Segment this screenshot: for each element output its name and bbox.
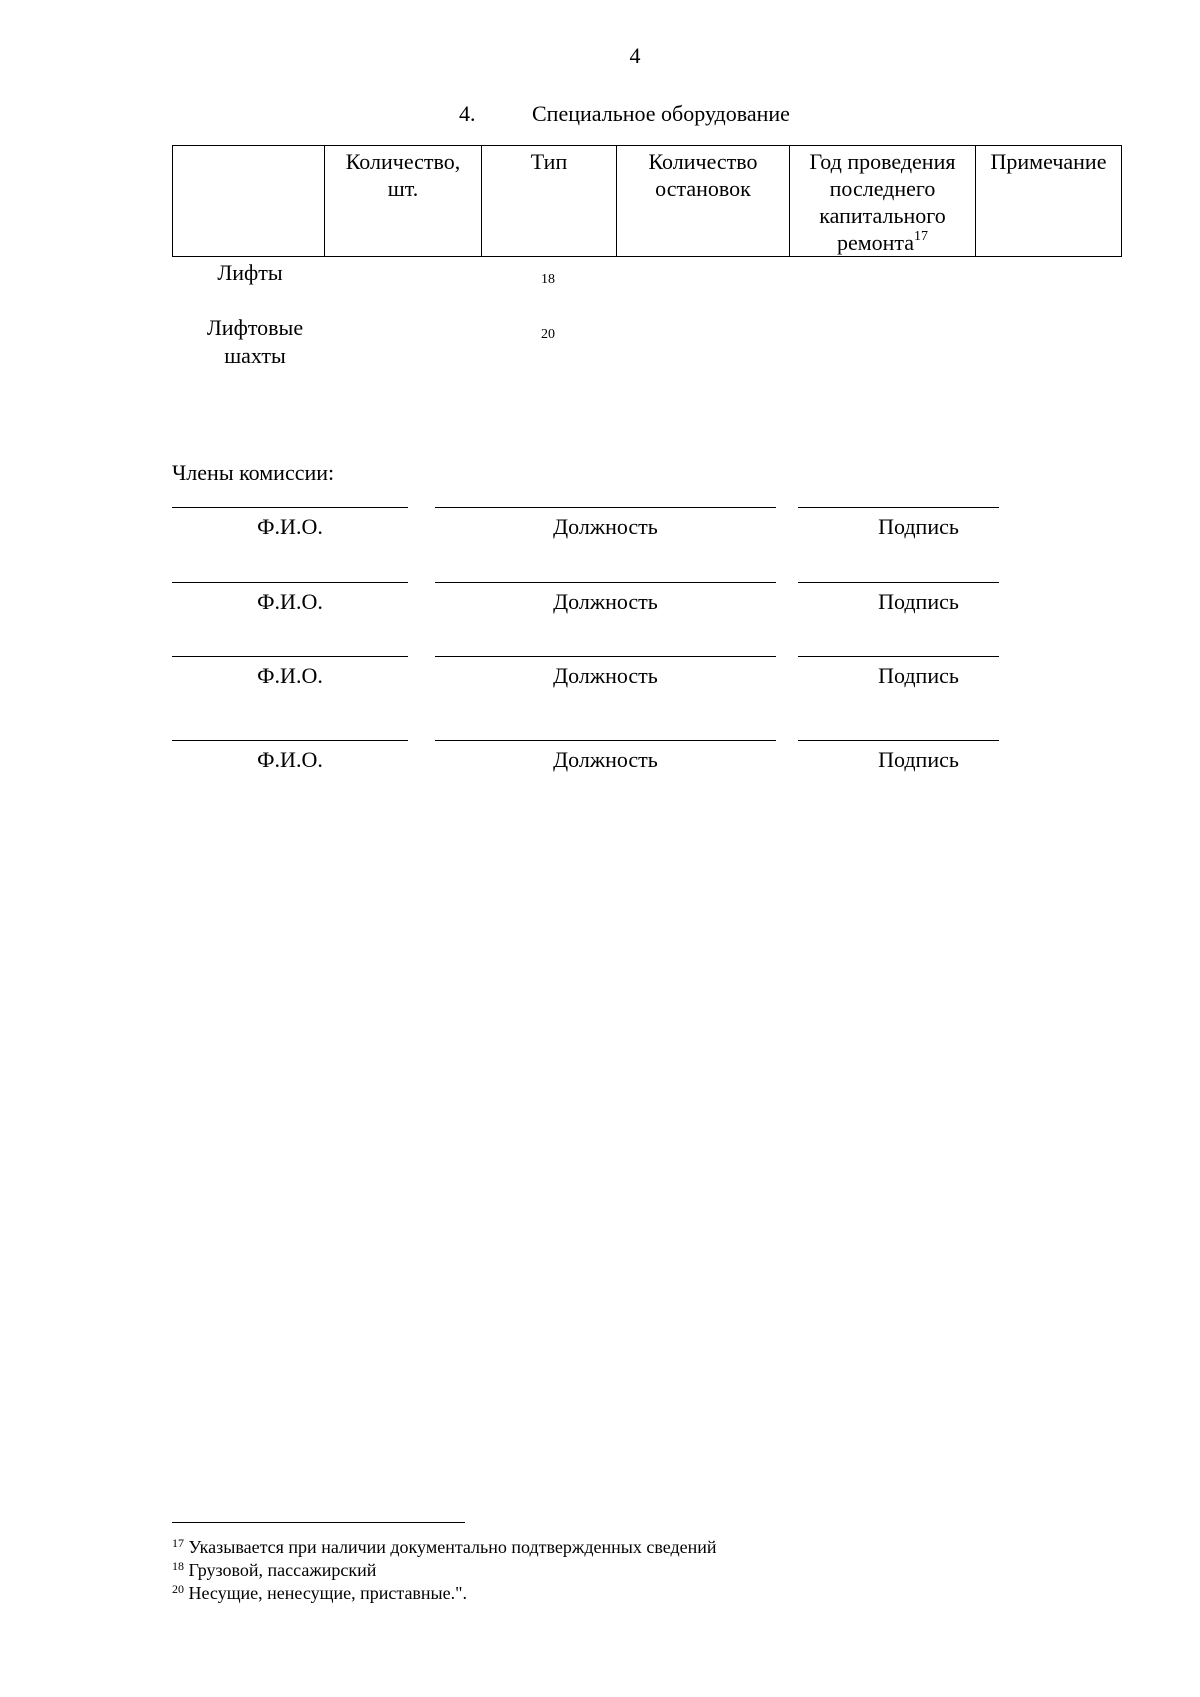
position-line bbox=[435, 656, 776, 657]
footnotes bbox=[172, 1536, 717, 1605]
signature-line bbox=[798, 656, 999, 657]
name-line bbox=[172, 656, 408, 657]
header-cell-note: Примечание bbox=[976, 146, 1122, 257]
signature-caption: Подпись bbox=[878, 589, 959, 614]
name-caption: Ф.И.О. bbox=[257, 663, 323, 688]
header-cell-stops: Количество остановок bbox=[617, 146, 790, 257]
header-cell-repair-year-text: Год проведения последнего капитального ремонта bbox=[809, 149, 956, 255]
row-label-lift-shafts: Лифтовые шахты bbox=[206, 315, 304, 368]
footnote-18-text: Грузовой, пассажирский bbox=[184, 1560, 377, 1580]
footnote-separator bbox=[172, 1522, 465, 1523]
footnote-ref-17: 17 bbox=[914, 229, 929, 244]
position-caption: Должность bbox=[553, 514, 658, 539]
position-line bbox=[435, 507, 776, 508]
name-caption: Ф.И.О. bbox=[257, 514, 323, 539]
position-caption: Должность bbox=[553, 747, 658, 772]
signature-caption: Подпись bbox=[878, 514, 959, 539]
header-cell-empty bbox=[173, 146, 325, 257]
signature-row bbox=[0, 656, 1200, 706]
section-title: Специальное оборудование bbox=[532, 101, 790, 126]
header-cell-quantity: Количество, шт. bbox=[325, 146, 482, 257]
footnote-18-ref: 18 bbox=[172, 1559, 184, 1573]
position-caption: Должность bbox=[553, 589, 658, 614]
signature-row bbox=[0, 740, 1200, 790]
position-line bbox=[435, 582, 776, 583]
header-cell-type: Тип bbox=[482, 146, 617, 257]
signature-row bbox=[0, 507, 1200, 557]
footnote-20-ref: 20 bbox=[172, 1582, 184, 1596]
signature-caption: Подпись bbox=[878, 663, 959, 688]
signature-line bbox=[798, 582, 999, 583]
signature-caption: Подпись bbox=[878, 747, 959, 772]
position-line bbox=[435, 740, 776, 741]
equipment-table bbox=[172, 145, 1122, 257]
section-heading bbox=[0, 100, 1200, 130]
header-cell-repair-year bbox=[790, 146, 976, 257]
footnote-18 bbox=[172, 1559, 717, 1582]
position-caption: Должность bbox=[553, 663, 658, 688]
page-number: 4 bbox=[629, 43, 641, 68]
row-label-lifts: Лифты bbox=[217, 260, 283, 285]
section-number: 4. bbox=[459, 101, 476, 126]
commission-label: Члены комиссии: bbox=[172, 460, 335, 485]
name-line bbox=[172, 740, 408, 741]
footnote-ref-20: 20 bbox=[541, 327, 555, 342]
footnote-20 bbox=[172, 1582, 717, 1605]
name-caption: Ф.И.О. bbox=[257, 747, 323, 772]
signature-row bbox=[0, 582, 1200, 632]
name-line bbox=[172, 582, 408, 583]
footnote-17-ref: 17 bbox=[172, 1536, 184, 1550]
footnote-20-text: Несущие, ненесущие, приставные.". bbox=[184, 1583, 467, 1603]
footnote-ref-18: 18 bbox=[541, 272, 555, 287]
name-line bbox=[172, 507, 408, 508]
footnote-17 bbox=[172, 1536, 717, 1559]
name-caption: Ф.И.О. bbox=[257, 589, 323, 614]
signature-line bbox=[798, 740, 999, 741]
signature-line bbox=[798, 507, 999, 508]
table-header-row bbox=[173, 146, 1122, 257]
footnote-17-text: Указывается при наличии документально подтвержденных сведений bbox=[184, 1537, 717, 1557]
